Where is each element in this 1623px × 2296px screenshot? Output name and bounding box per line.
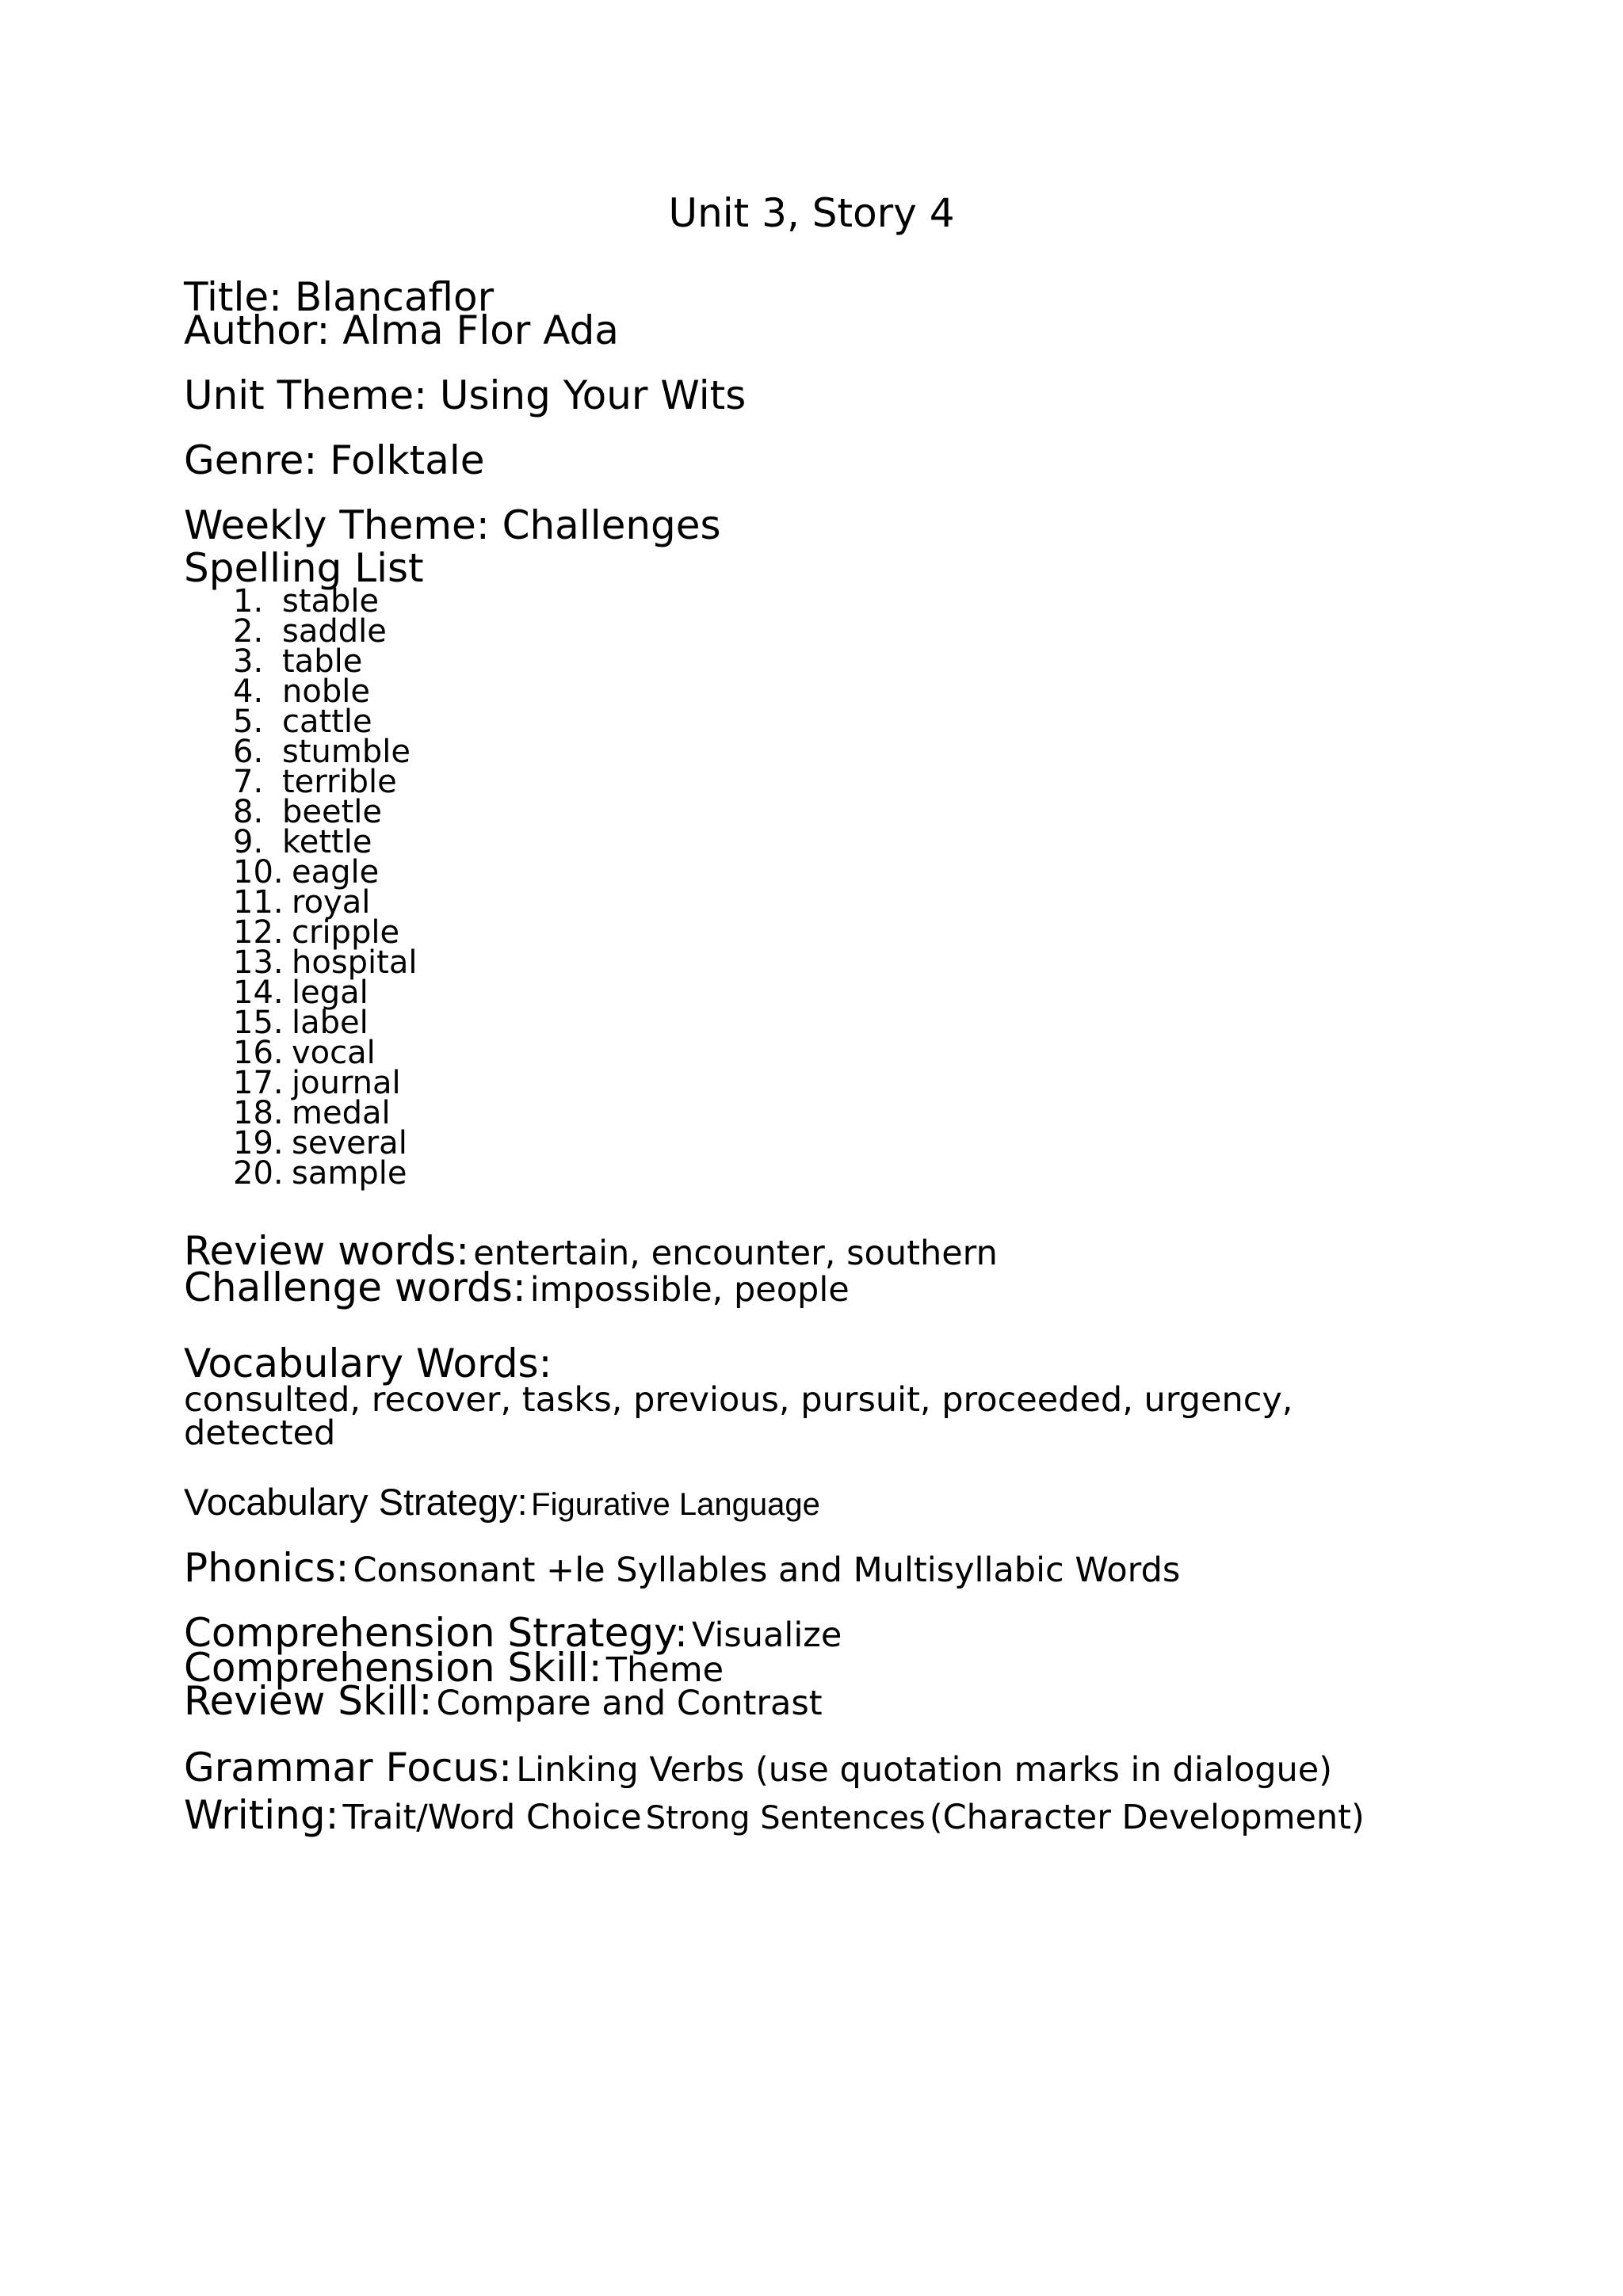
phonics-label: Phonics:: [184, 1545, 349, 1591]
spelling-item-word: eagle: [292, 854, 380, 891]
title-label: Title:: [184, 274, 282, 320]
spelling-item-number: 8.: [233, 794, 264, 830]
page-heading: Unit 3, Story 4: [668, 190, 955, 236]
author-value: Alma Flor Ada: [342, 307, 619, 353]
spelling-item-word: noble: [282, 673, 370, 710]
spelling-item-word: journal: [292, 1065, 401, 1101]
spelling-item-number: 12.: [233, 914, 284, 951]
writing-line: [184, 1792, 1365, 1838]
spelling-item-word: several: [292, 1125, 407, 1161]
comprehension-skill-value: Theme: [605, 1650, 724, 1690]
spelling-item-number: 10.: [233, 854, 284, 891]
spelling-item: [233, 1065, 417, 1101]
unit-theme-label: Unit Theme:: [184, 372, 427, 418]
spelling-item: [233, 1095, 417, 1131]
spelling-item-word: table: [282, 643, 363, 680]
spelling-item-word: royal: [292, 884, 371, 921]
vocabulary-words-line-2: detected: [184, 1413, 336, 1453]
spelling-item-word: stumble: [282, 734, 411, 770]
review-words-value: entertain, encounter, southern: [473, 1234, 998, 1273]
vocabulary-strategy-line: [184, 1481, 820, 1523]
phonics-line: [184, 1545, 1181, 1591]
unit-theme-line: [184, 372, 747, 418]
spelling-list: [233, 583, 418, 1192]
spelling-item-word: cattle: [282, 704, 372, 740]
author-label: Author:: [184, 307, 330, 353]
spelling-item-number: 4.: [233, 673, 264, 710]
challenge-words-value: impossible, people: [529, 1270, 850, 1310]
unit-theme-value: Using Your Wits: [439, 372, 747, 418]
weekly-theme-line: [184, 502, 721, 548]
spelling-item-number: 13.: [233, 944, 284, 981]
grammar-focus-line: [184, 1745, 1333, 1791]
spelling-item-number: 9.: [233, 824, 264, 860]
spelling-item-number: 18.: [233, 1095, 284, 1131]
vocabulary-words-line-1: consulted, recover, tasks, previous, pursuit, proceeded, urgency,: [184, 1380, 1293, 1420]
spelling-item: [233, 794, 417, 830]
spelling-item-word: cripple: [292, 914, 400, 951]
spelling-item: [233, 673, 417, 710]
challenge-words-label: Challenge words:: [184, 1264, 526, 1310]
spelling-item-number: 15.: [233, 1005, 284, 1041]
comprehension-strategy-value: Visualize: [691, 1615, 842, 1655]
challenge-words-line: [184, 1264, 850, 1310]
spelling-item: [233, 884, 417, 921]
vocabulary-strategy-value: Figurative Language: [531, 1487, 820, 1522]
writing-trait: Trait/Word Choice: [342, 1798, 642, 1837]
grammar-focus-label: Grammar Focus:: [184, 1745, 513, 1791]
spelling-item: [233, 1005, 417, 1041]
genre-value: Folktale: [330, 437, 485, 483]
author-line: [184, 307, 619, 353]
spelling-item-number: 14.: [233, 974, 284, 1011]
spelling-item: [233, 704, 417, 740]
spelling-item-word: beetle: [282, 794, 383, 830]
writing-label: Writing:: [184, 1792, 339, 1838]
spelling-item-word: saddle: [282, 613, 387, 650]
comprehension-strategy-label: Comprehension Strategy:: [184, 1610, 688, 1656]
spelling-item: [233, 944, 418, 981]
phonics-value: Consonant +le Syllables and Multisyllabic Words: [353, 1550, 1181, 1590]
spelling-item-number: 11.: [233, 884, 284, 921]
spelling-item-word: hospital: [292, 944, 418, 981]
spelling-item-word: medal: [292, 1095, 391, 1131]
spelling-item-number: 3.: [233, 643, 264, 680]
review-words-label: Review words:: [184, 1228, 470, 1274]
weekly-theme-value: Challenges: [502, 502, 721, 548]
spelling-item: [233, 1035, 417, 1071]
weekly-theme-label: Weekly Theme:: [184, 502, 490, 548]
spelling-item-word: legal: [292, 974, 369, 1011]
review-skill-label: Review Skill:: [184, 1678, 433, 1724]
spelling-list-heading: Spelling List: [184, 545, 424, 591]
genre-line: [184, 437, 485, 483]
writing-note: (Character Development): [929, 1798, 1365, 1837]
spelling-item-word: sample: [292, 1155, 407, 1192]
spelling-item-number: 7.: [233, 764, 264, 800]
spelling-item-number: 6.: [233, 734, 264, 770]
spelling-item: [233, 583, 417, 620]
spelling-item-number: 19.: [233, 1125, 284, 1161]
spelling-item: [233, 1155, 417, 1192]
spelling-item: [233, 734, 417, 770]
title-value: Blancaflor: [294, 274, 495, 320]
spelling-item-word: label: [292, 1005, 369, 1041]
spelling-item: [233, 974, 417, 1011]
spelling-item: [233, 1125, 417, 1161]
spelling-item-word: kettle: [282, 824, 372, 860]
grammar-focus-value: Linking Verbs (use quotation marks in dialogue): [516, 1750, 1333, 1790]
spelling-item: [233, 643, 417, 680]
spelling-item-word: vocal: [292, 1035, 376, 1071]
review-skill-line: [184, 1678, 823, 1724]
spelling-item-word: stable: [282, 583, 380, 620]
spelling-item: [233, 854, 417, 891]
spelling-item: [233, 613, 417, 650]
spelling-item-number: 16.: [233, 1035, 284, 1071]
review-skill-value: Compare and Contrast: [436, 1684, 823, 1723]
spelling-item-number: 20.: [233, 1155, 284, 1192]
spelling-item: [233, 824, 417, 860]
writing-focus: Strong Sentences: [645, 1800, 926, 1836]
spelling-item: [233, 764, 417, 800]
comprehension-skill-label: Comprehension Skill:: [184, 1645, 602, 1691]
spelling-item-number: 5.: [233, 704, 264, 740]
spelling-item-number: 17.: [233, 1065, 284, 1101]
spelling-item-number: 1.: [233, 583, 264, 620]
spelling-item-word: terrible: [282, 764, 397, 800]
genre-label: Genre:: [184, 437, 318, 483]
spelling-item-number: 2.: [233, 613, 264, 650]
vocabulary-words-label: Vocabulary Words:: [184, 1341, 552, 1386]
spelling-item: [233, 914, 417, 951]
vocabulary-strategy-label: Vocabulary Strategy:: [184, 1481, 528, 1523]
